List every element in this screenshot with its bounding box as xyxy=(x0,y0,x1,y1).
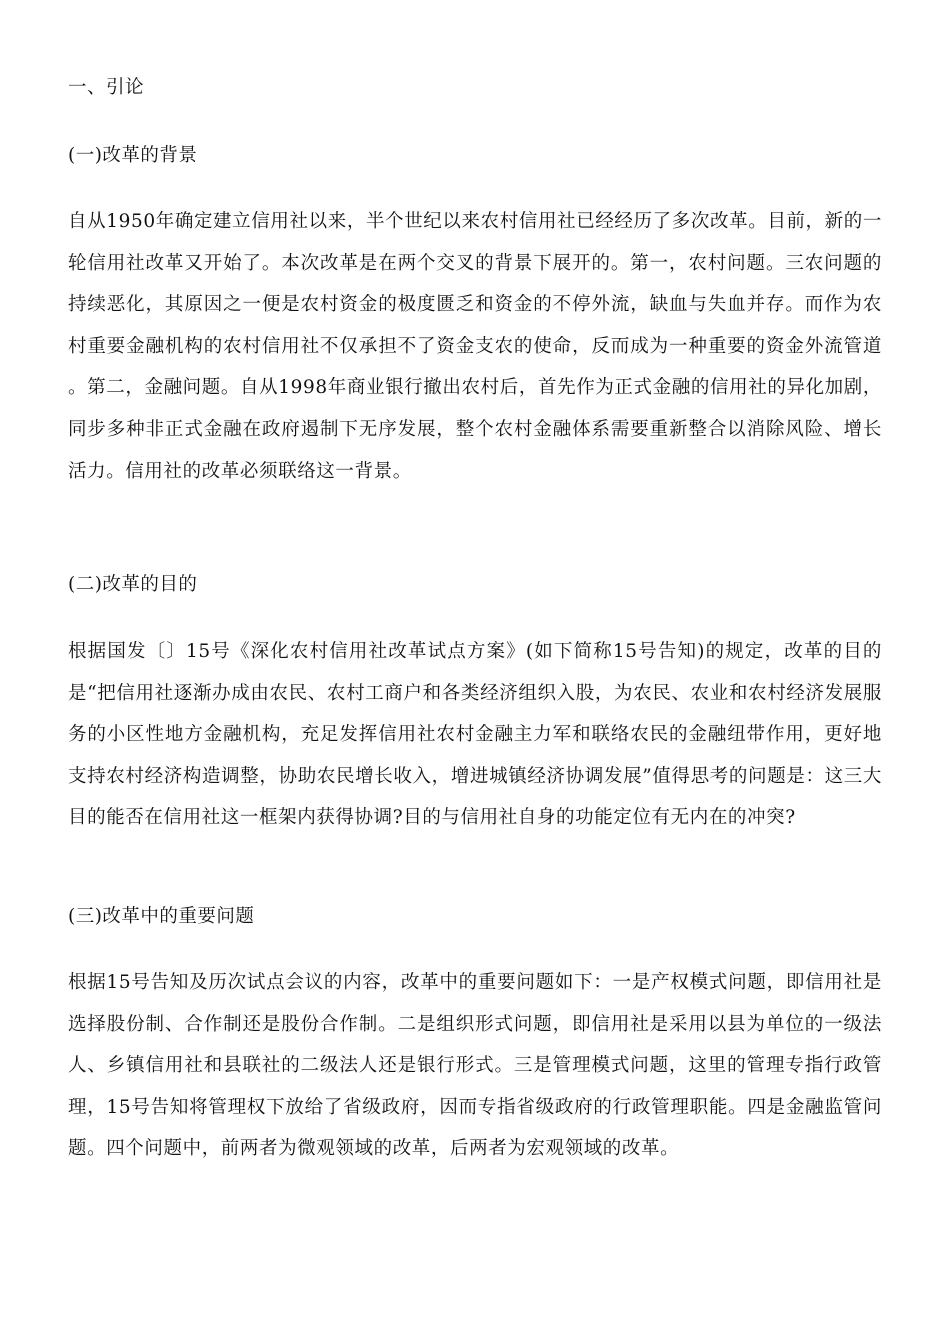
subsection-heading-background: (一)改革的背景 xyxy=(68,145,198,166)
paragraph-key-issues: 根据15号告知及历次试点会议的内容，改革中的重要问题如下：一是产权模式问题，即信用社是选择股份制、合作制还是股份合作制。二是组织形式问题，即信用社是采用以县为单位的一级法人、乡镇信用社和县联社的二级法人还是银行形式。三是管理模式问题，这里的管理专指行政管理，15号告知将管理权下放给了省级政府，因而专指省级政府的行政管理职能。四是金融监管问题。四个问题中，前两者为微观领域的改革，后两者为宏观领域的改革。 xyxy=(68,972,882,1160)
subsection-heading-purpose: (二)改革的目的 xyxy=(68,574,198,595)
paragraph-background: 自从1950年确定建立信用社以来，半个世纪以来农村信用社已经经历了多次改革。目前，新的一轮信用社改革又开始了。本次改革是在两个交叉的背景下展开的。第一，农村问题。三农问题的持续恶化，其原因之一便是农村资金的极度匮乏和资金的不停外流，缺血与失血并存。而作为农村重要金融机构的农村信用社不仅承担不了资金支农的使命，反而成为一种重要的资金外流管道 。第二，金融问题。自从1998年商业银行撤出农村后，首先作为正式金融的信用社的异化加剧，同步多种非正式金融在政府遏制下无序发展，整个农村金融体系需要重新整合以消除风险、增长活力。信用社的改革必须联络这一背景。 xyxy=(68,211,882,482)
section-title: 一、引论 xyxy=(68,77,145,98)
subsection-heading-key-issues: (三)改革中的重要问题 xyxy=(68,906,255,927)
paragraph-purpose: 根据国发〔〕15号《深化农村信用社改革试点方案》(如下简称15号告知)的规定，改革的目的是“把信用社逐渐办成由农民、农村工商户和各类经济组织入股，为农民、农业和农村经济发展服务的小区性地方金融机构，充足发挥信用社农村金融主力军和联络农民的金融纽带作用，更好地支持农村经济构造调整，协助农民增长收入，增进城镇经济协调发展”值得思考的问题是：这三大目的能否在信用社这一框架内获得协调?目的与信用社自身的功能定位有无内在的冲突? xyxy=(68,641,882,829)
